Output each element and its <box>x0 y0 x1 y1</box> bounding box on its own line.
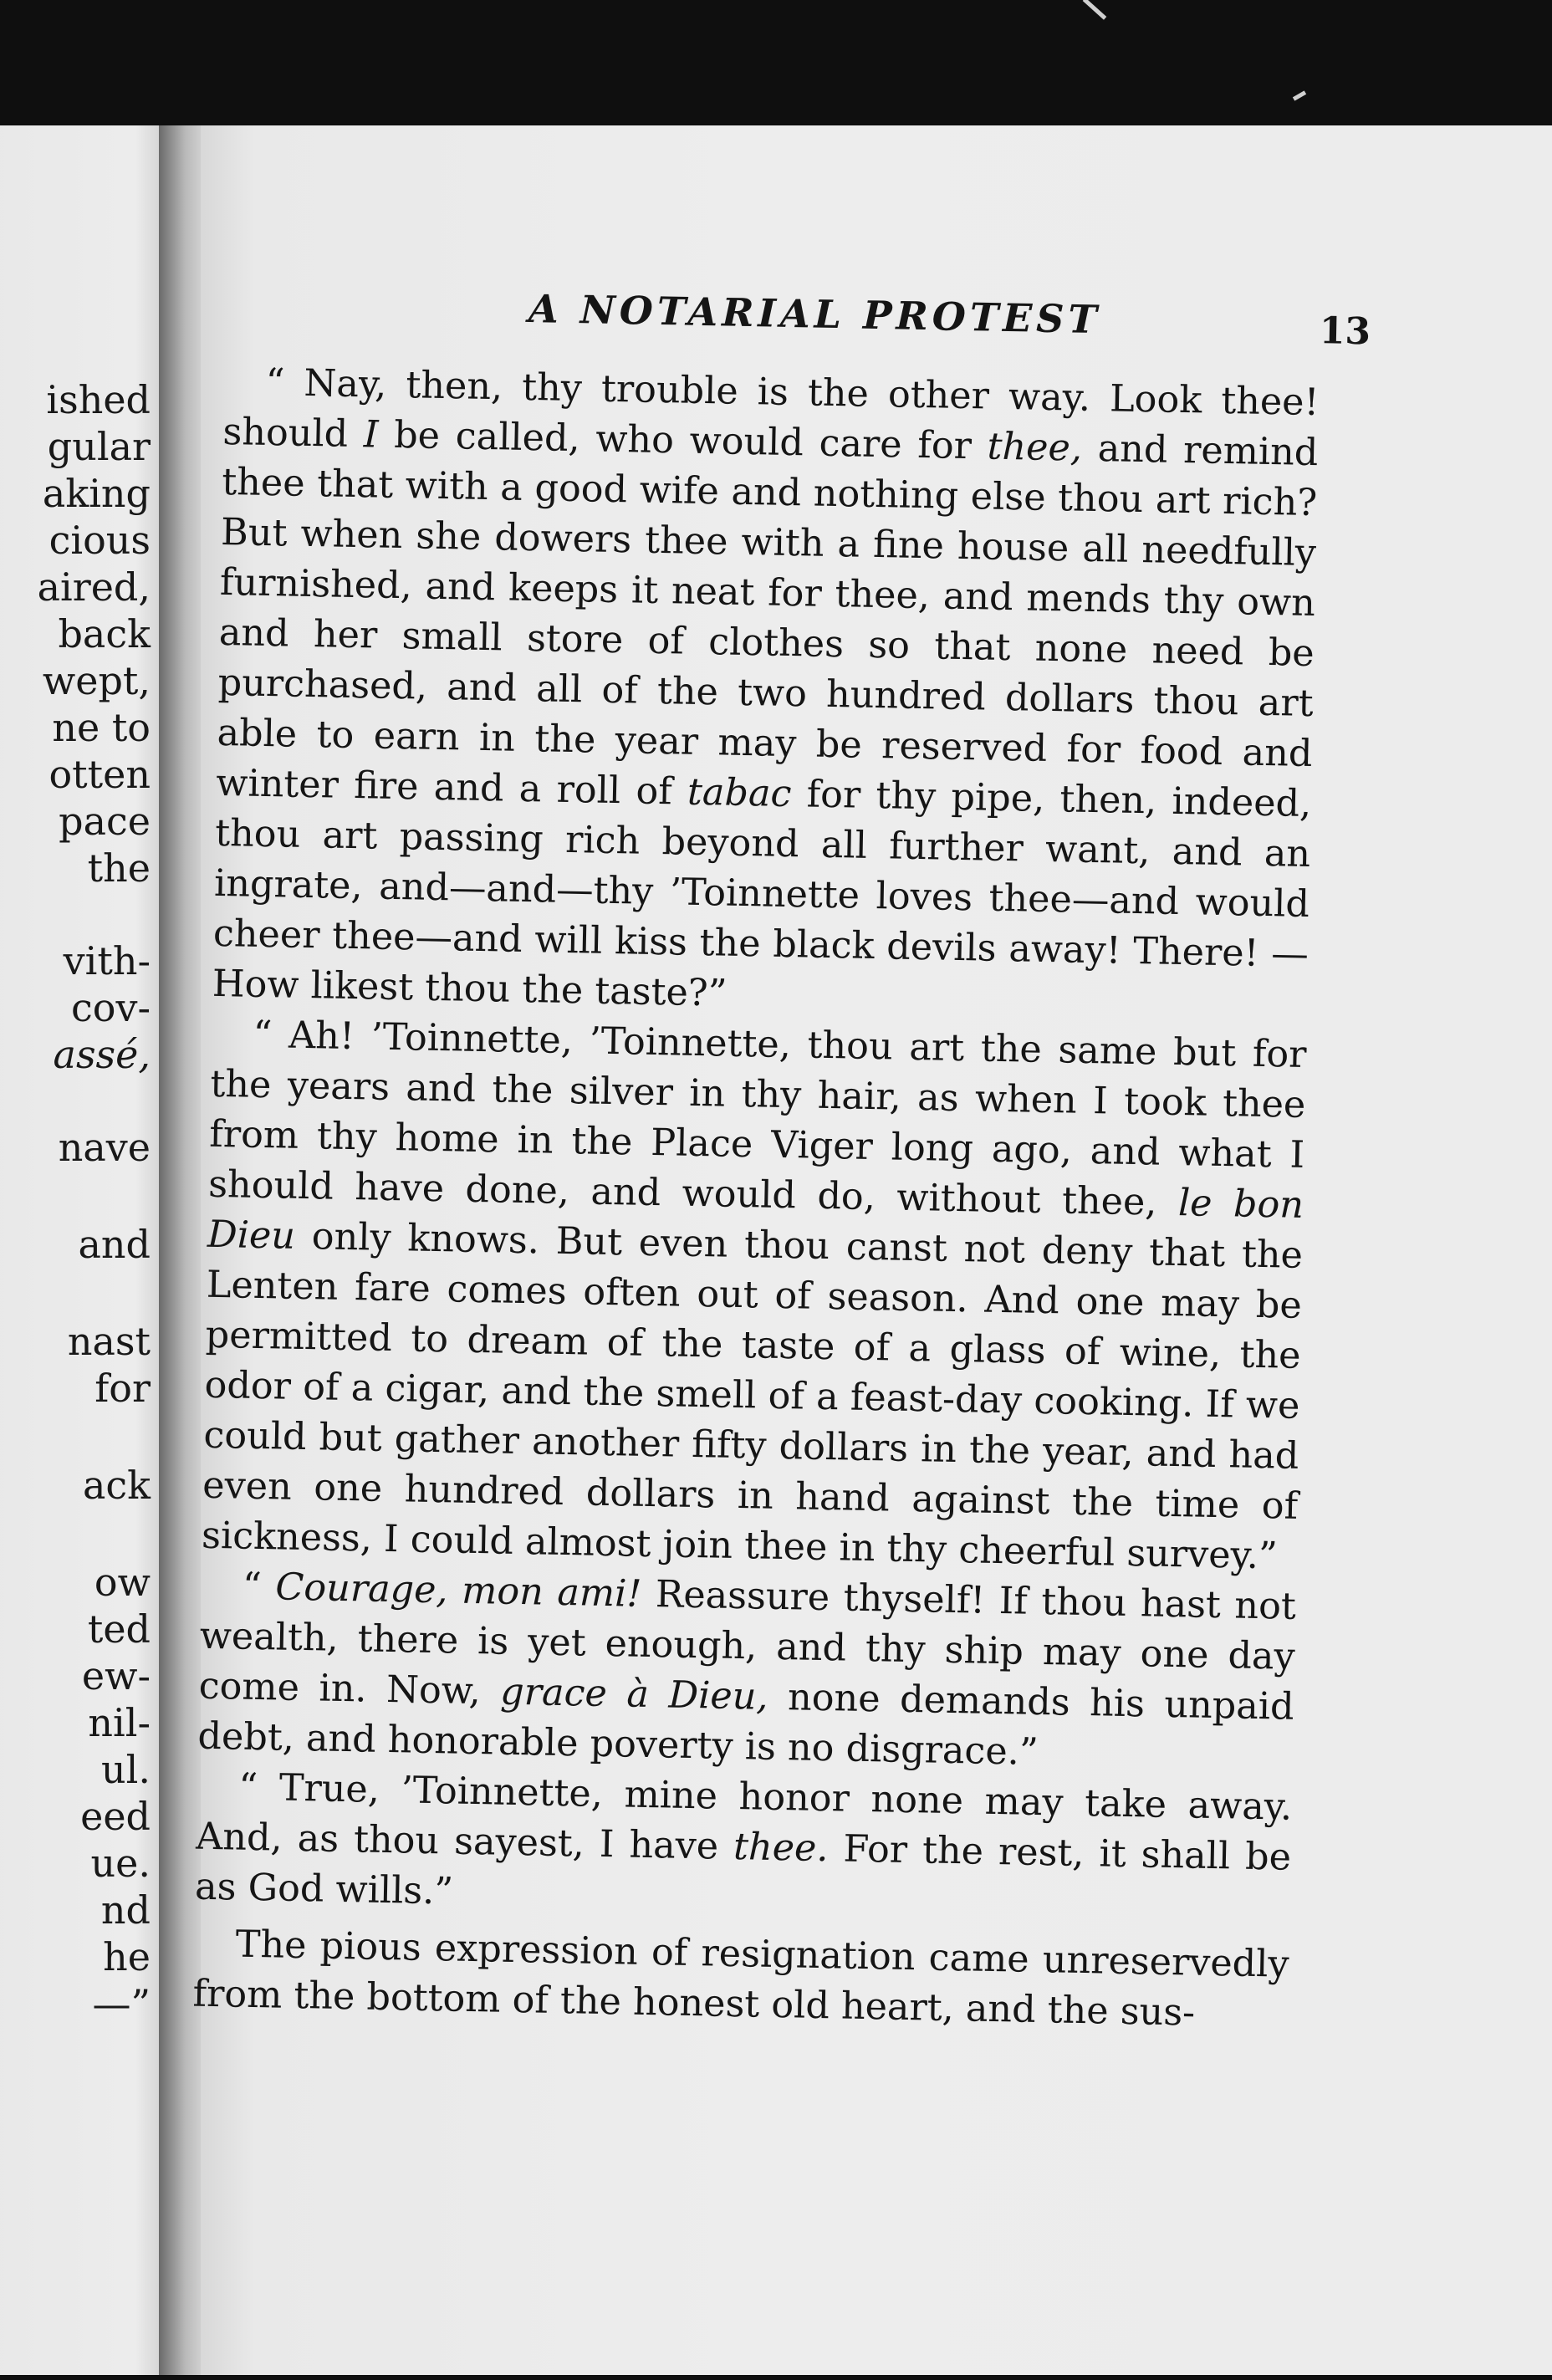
left-fragment-line: assé, <box>53 1032 151 1077</box>
left-fragment-line: and <box>78 1222 151 1267</box>
left-fragment-line: ack <box>82 1463 151 1508</box>
left-facing-page <box>0 125 176 2375</box>
left-fragment-line: pace <box>59 799 151 844</box>
text-run: “ <box>242 1565 276 1609</box>
left-fragment-line: back <box>58 611 151 656</box>
text-run: be called, who would care for <box>378 413 988 468</box>
left-fragment-line: the <box>87 845 151 891</box>
text-run: “ Nay, then, thy trouble is the other way. Look thee! should <box>222 360 1320 457</box>
left-fragment-line: ne to <box>52 705 151 750</box>
left-fragment-line: ished <box>46 377 151 422</box>
right-page <box>192 125 1552 2375</box>
left-fragment-line: nave <box>58 1125 151 1170</box>
text-run: for thy pipe, then, indeed, thou art passing rich beyond all further want, and an ingrate, and—and—thy ’Toinnette loves thee—and would cheer thee—and will kiss the black devils away! There! —How likest thou the taste?” <box>212 773 1312 1015</box>
left-fragment-line: wept, <box>42 658 151 703</box>
text-run: Reassure thyself! If thou hast not wealth, there is yet enough, and thy ship may one day come in. Now, <box>198 1572 1297 1713</box>
left-fragment-line: ew- <box>81 1653 151 1698</box>
text-run: The pious expression of resignation came unreservedly from the bottom of the honest old heart, and the sus- <box>192 1923 1290 2035</box>
paragraph <box>195 1762 1293 1933</box>
left-fragment-line: ul. <box>101 1747 151 1792</box>
text-run: and remind thee that with a good wife and nothing else thou art rich? But when she dowers thee with a fine house all needfully furnished, and keeps it neat for thee, and mends thy own and her small store of clothes so that none need be purchased, and all of the two hundred dollars thou art able to earn in the year may be reserved for food and winter fire and a roll of <box>215 426 1319 814</box>
left-fragment-line: nast <box>67 1319 151 1364</box>
body-text <box>192 357 1320 2040</box>
paragraph <box>192 1919 1289 2040</box>
left-fragment-line: for <box>94 1366 151 1411</box>
left-fragment-line: cov- <box>71 985 151 1030</box>
left-fragment-line: cious <box>48 518 151 563</box>
scan-artifact-mark <box>1293 90 1306 100</box>
paragraph <box>197 1561 1296 1783</box>
left-fragment-line: ue. <box>90 1841 151 1886</box>
left-fragment-line: eed <box>80 1794 151 1839</box>
italic-text-run: thee, <box>987 425 1083 470</box>
left-fragment-line: nil- <box>88 1700 151 1745</box>
left-fragment-line: —” <box>92 1981 151 2026</box>
left-fragment-line: gular <box>47 424 151 469</box>
italic-text-run: le bon Dieu <box>207 1182 1304 1258</box>
italic-text-run: thee. <box>733 1826 830 1871</box>
italic-text-run: grace à Dieu, <box>499 1670 769 1719</box>
text-run: For the rest, it shall be as God wills.” <box>194 1827 1292 1913</box>
running-title: A NOTARIAL PROTEST <box>528 285 1102 343</box>
text-run: only knows. But even thou canst not deny that the Lenten fare comes often out of season. And one may be permitted to dream of the taste of a glass of wine, the odor of a cigar, and the smell of a feast-day cooking. If we could but gather another fifty dollars in the year, and had even one hundred dollars in hand against the time of sickness, I could almost join thee in thy cheerful survey.” <box>201 1214 1304 1578</box>
running-head <box>225 280 1371 360</box>
paragraph <box>202 1009 1307 1582</box>
text-run: “ True, ’Toinnette, mine honor none may take away. And, as thou sayest, I have <box>195 1765 1293 1868</box>
italic-text-run: I <box>363 413 379 457</box>
page-text-block <box>192 280 1371 2040</box>
left-fragment-line: ow <box>94 1560 151 1605</box>
left-page-text-fragments <box>0 376 151 2027</box>
left-fragment-line: aired, <box>37 564 151 610</box>
left-fragment-line: aking <box>42 471 151 516</box>
text-run: “ Ah! ’Toinnette, ’Toinnette, thou art the same but for the years and the silver in thy hair, as when I took thee from thy home in the Place Viger long ago, and what I should have done, and would do, without thee, <box>207 1013 1307 1225</box>
left-fragment-line: nd <box>100 1887 151 1933</box>
text-run: none demands his unpaid debt, and honorable poverty is no disgrace.” <box>197 1675 1294 1774</box>
italic-text-run: tabac <box>687 770 792 816</box>
page-number: 13 <box>1319 309 1371 354</box>
left-fragment-line: he <box>103 1934 151 1979</box>
scan-artifact-mark <box>1083 0 1107 20</box>
left-fragment-line: otten <box>48 752 151 797</box>
left-fragment-line: vith- <box>63 938 151 983</box>
left-fragment-line: ted <box>87 1606 151 1652</box>
italic-text-run: Courage, mon ami! <box>274 1565 642 1616</box>
paragraph <box>212 357 1320 1030</box>
